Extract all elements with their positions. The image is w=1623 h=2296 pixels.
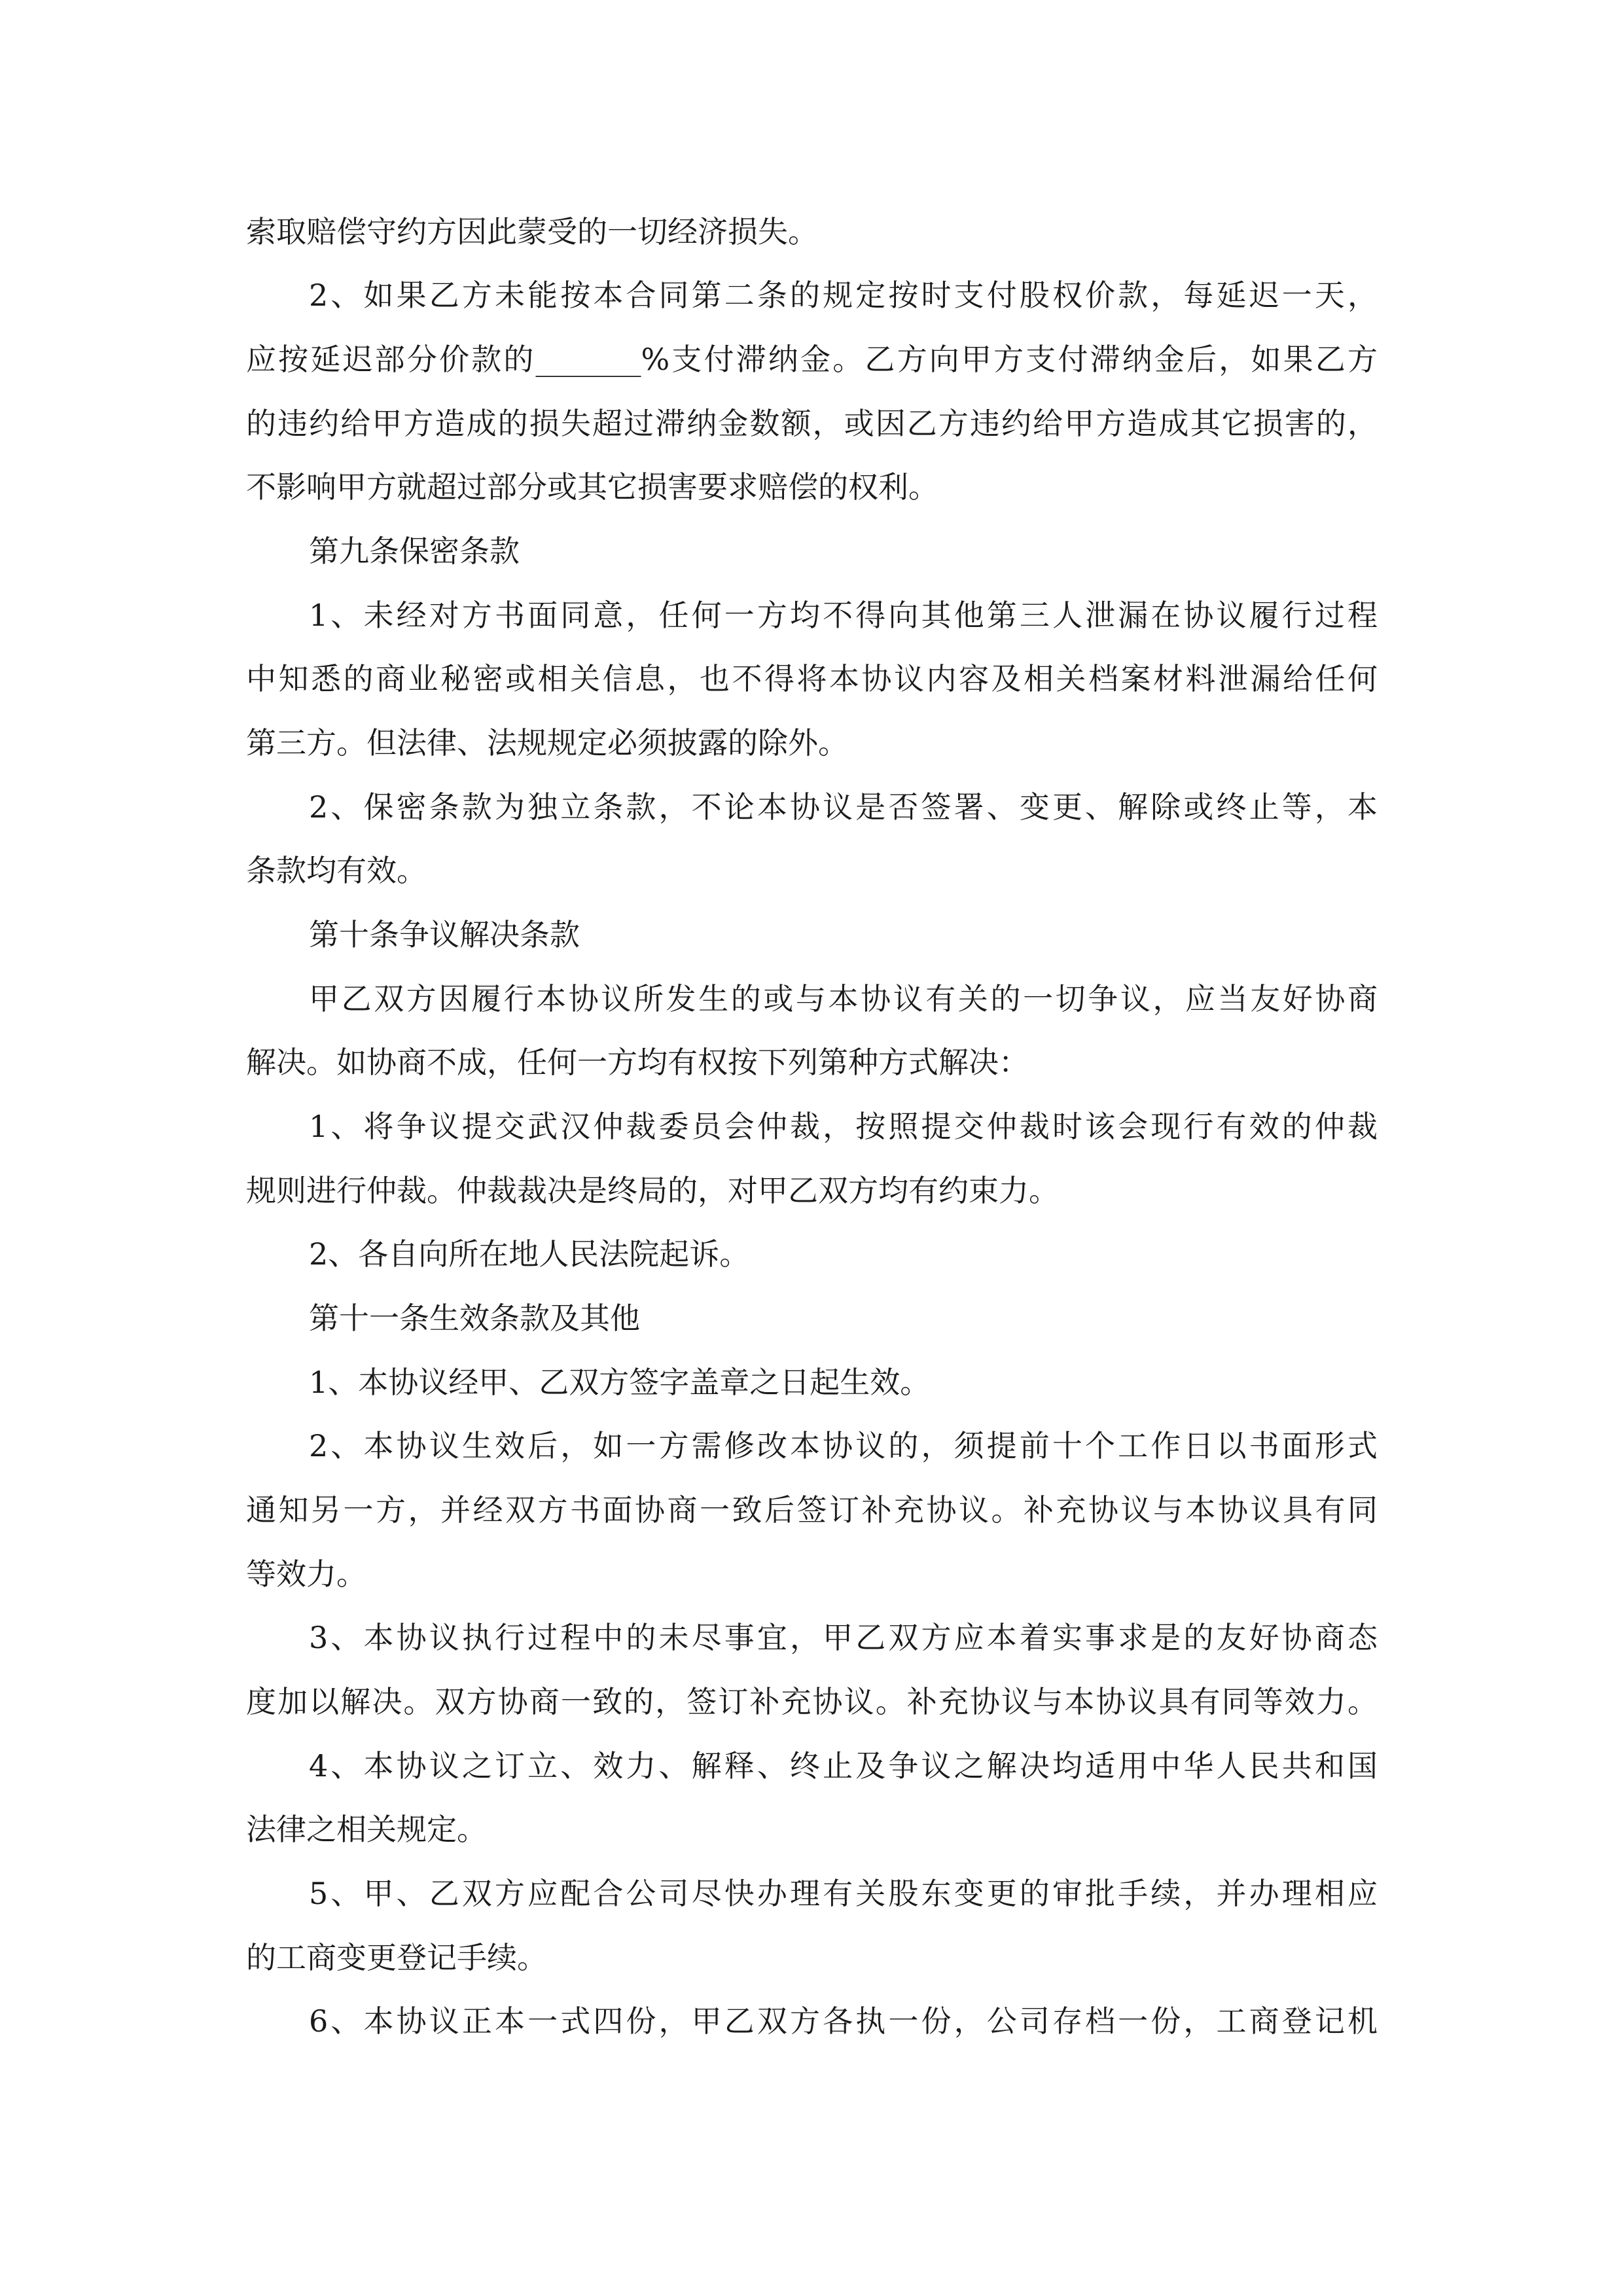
text-line: 2、各自向所在地人民法院起诉。	[309, 1236, 750, 1272]
text-line: 1、未经对方书面同意，任何一方均不得向其他第三人泄漏在协议履行过程	[309, 598, 1378, 633]
text-line: 2、保密条款为独立条款，不论本协议是否签署、变更、解除或终止等，本	[309, 789, 1378, 825]
text-line: 应按延迟部分价款的_______%支付滞纳金。乙方向甲方支付滞纳金后，如果乙方	[246, 342, 1378, 377]
section-heading: 第十一条生效条款及其他	[309, 1300, 640, 1336]
text-line: 1、本协议经甲、乙双方签字盖章之日起生效。	[309, 1365, 931, 1400]
text-line: 解决。如协商不成，任何一方均有权按下列第种方式解决：	[246, 1045, 1029, 1080]
text-line: 5、甲、乙双方应配合公司尽快办理有关股东变更的审批手续，并办理相应	[309, 1876, 1378, 1911]
text-line: 索取赔偿守约方因此蒙受的一切经济损失。	[246, 214, 818, 249]
text-line: 中知悉的商业秘密或相关信息，也不得将本协议内容及相关档案材料泄漏给任何	[246, 661, 1378, 696]
text-line: 4、本协议之订立、效力、解释、终止及争议之解决均适用中华人民共和国	[309, 1748, 1378, 1784]
text-line: 的违约给甲方造成的损失超过滞纳金数额，或因乙方违约给甲方造成其它损害的，	[246, 406, 1378, 441]
text-line: 不影响甲方就超过部分或其它损害要求赔偿的权利。	[246, 469, 938, 505]
text-line: 规则进行仲裁。仲裁裁决是终局的，对甲乙双方均有约束力。	[246, 1173, 1059, 1208]
text-line: 2、本协议生效后，如一方需修改本协议的，须提前十个工作日以书面形式	[309, 1428, 1378, 1463]
text-line: 通知另一方，并经双方书面协商一致后签订补充协议。补充协议与本协议具有同	[246, 1492, 1378, 1528]
text-line: 条款均有效。	[246, 853, 427, 888]
text-line: 度加以解决。双方协商一致的，签订补充协议。补充协议与本协议具有同等效力。	[246, 1684, 1378, 1719]
section-heading: 第九条保密条款	[309, 533, 520, 569]
text-line: 3、本协议执行过程中的未尽事宜，甲乙双方应本着实事求是的友好协商态	[309, 1620, 1378, 1655]
section-heading: 第十条争议解决条款	[309, 917, 580, 952]
text-line: 法律之相关规定。	[246, 1812, 487, 1847]
text-line: 等效力。	[246, 1556, 366, 1592]
text-line: 第三方。但法律、法规规定必须披露的除外。	[246, 725, 848, 761]
text-line: 2、如果乙方未能按本合同第二条的规定按时支付股权价款，每延迟一天，	[309, 278, 1378, 313]
text-line: 1、将争议提交武汉仲裁委员会仲裁，按照提交仲裁时该会现行有效的仲裁	[309, 1109, 1378, 1144]
text-line: 甲乙双方因履行本协议所发生的或与本协议有关的一切争议，应当友好协商	[309, 981, 1378, 1016]
text-line: 6、本协议正本一式四份，甲乙双方各执一份，公司存档一份，工商登记机	[309, 2003, 1378, 2039]
text-line: 的工商变更登记手续。	[246, 1940, 547, 1975]
